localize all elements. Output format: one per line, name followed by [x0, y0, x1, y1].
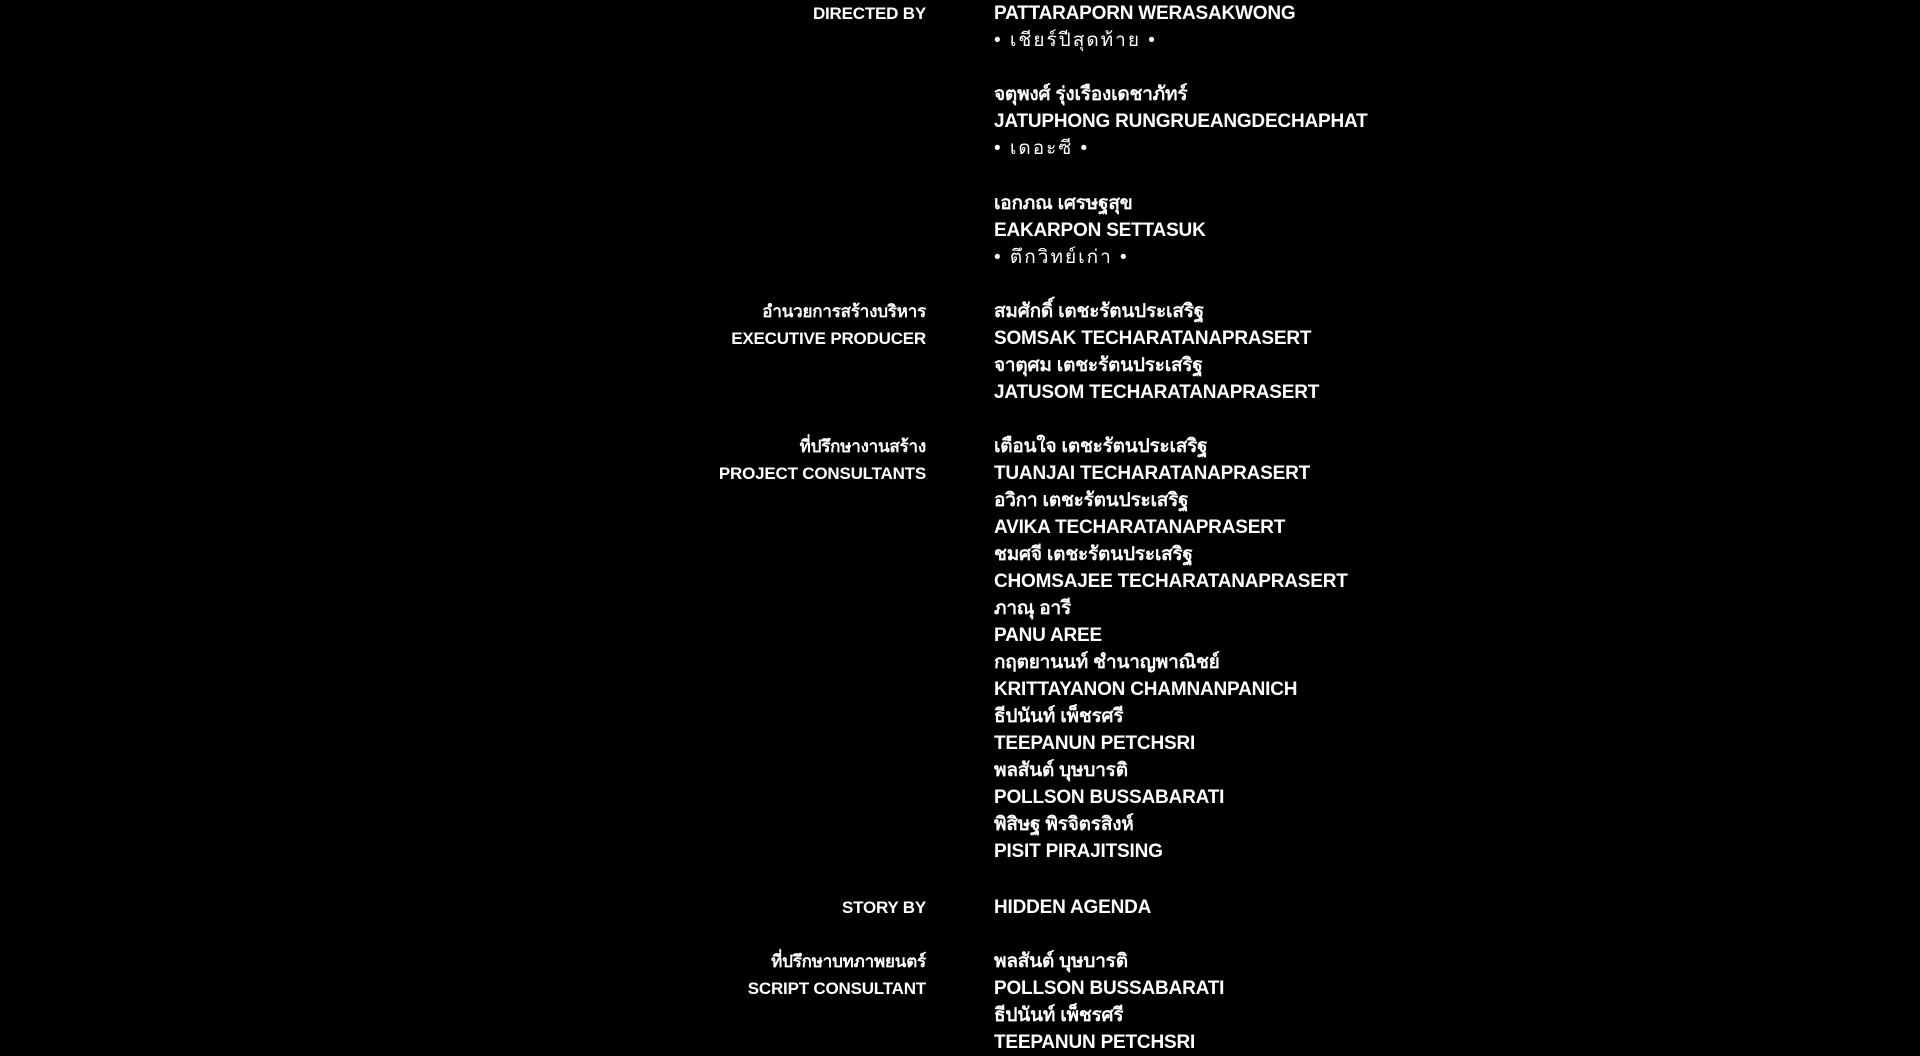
credit-name: PANU AREE — [994, 625, 1102, 646]
credit-name-thai: เอกภณ เศรษฐสุข — [994, 193, 1133, 214]
role-project-consultants: PROJECT CONSULTANTS — [718, 464, 926, 483]
segment-title: • เดอะซี • — [994, 138, 1090, 159]
role-executive-producer-thai: อำนวยการสร้างบริหาร — [762, 302, 926, 321]
credit-name: JATUSOM TECHARATANAPRASERT — [994, 382, 1320, 403]
credit-name: CHOMSAJEE TECHARATANAPRASERT — [994, 571, 1348, 592]
role-directed-by: DIRECTED BY — [812, 4, 926, 23]
role-script-consultant-thai: ที่ปรึกษาบทภาพยนตร์ — [771, 952, 926, 971]
credit-name-thai: ชมศจี เตชะรัตนประเสริฐ — [994, 544, 1193, 565]
credit-name: TUANJAI TECHARATANAPRASERT — [994, 463, 1311, 484]
credit-name-thai: เตือนใจ เตชะรัตนประเสริฐ — [994, 436, 1208, 457]
segment-title: • ตึกวิทย์เก่า • — [994, 247, 1129, 268]
credit-name: PISIT PIRAJITSING — [994, 841, 1163, 862]
credit-name-thai: พิสิษฐ พิรจิตรสิงห์ — [994, 814, 1134, 835]
credit-name-thai: สมศักดิ์ เตชะรัตนประเสริฐ — [994, 301, 1205, 322]
credit-name: KRITTAYANON CHAMNANPANICH — [994, 679, 1298, 700]
credit-name-thai: ธีปนันท์ เพ็ชรศรี — [994, 1005, 1124, 1026]
credit-name: POLLSON BUSSABARATI — [994, 787, 1225, 808]
credit-name-thai: พลสันต์ บุษบารติ — [994, 951, 1128, 972]
role-executive-producer: EXECUTIVE PRODUCER — [731, 329, 926, 348]
credit-name-thai: พลสันต์ บุษบารติ — [994, 760, 1128, 781]
role-script-consultant: SCRIPT CONSULTANT — [747, 979, 926, 998]
credit-name-thai: จาตุศม เตชะรัตนประเสริฐ — [994, 355, 1203, 376]
credit-name-thai: กฤตยานนท์ ชำนาญพาณิชย์ — [994, 652, 1220, 673]
segment-title: • เชียร์ปีสุดท้าย • — [994, 30, 1157, 51]
role-story-by: STORY BY — [841, 898, 926, 917]
credit-name: AVIKA TECHARATANAPRASERT — [994, 517, 1286, 538]
credit-name-thai: จตุพงศ์ รุ่งเรืองเดชาภัทร์ — [994, 84, 1188, 105]
credit-name: EAKARPON SETTASUK — [994, 220, 1206, 241]
credit-name-thai: อวิกา เตชะรัตนประเสริฐ — [994, 490, 1189, 511]
credit-name: JATUPHONG RUNGRUEANGDECHAPHAT — [994, 111, 1368, 132]
credit-name-thai: ภาณุ อารี — [994, 598, 1071, 619]
credit-name-thai: ธีปนันท์ เพ็ชรศรี — [994, 706, 1124, 727]
role-project-consultants-thai: ที่ปรึกษางานสร้าง — [799, 437, 926, 456]
credit-name: POLLSON BUSSABARATI — [994, 978, 1225, 999]
credit-name: TEEPANUN PETCHSRI — [994, 733, 1196, 754]
credit-name: PATTARAPORN WERASAKWONG — [994, 3, 1296, 24]
credit-name: HIDDEN AGENDA — [994, 897, 1152, 918]
credit-name: SOMSAK TECHARATANAPRASERT — [994, 328, 1312, 349]
credit-name: TEEPANUN PETCHSRI — [994, 1032, 1196, 1053]
